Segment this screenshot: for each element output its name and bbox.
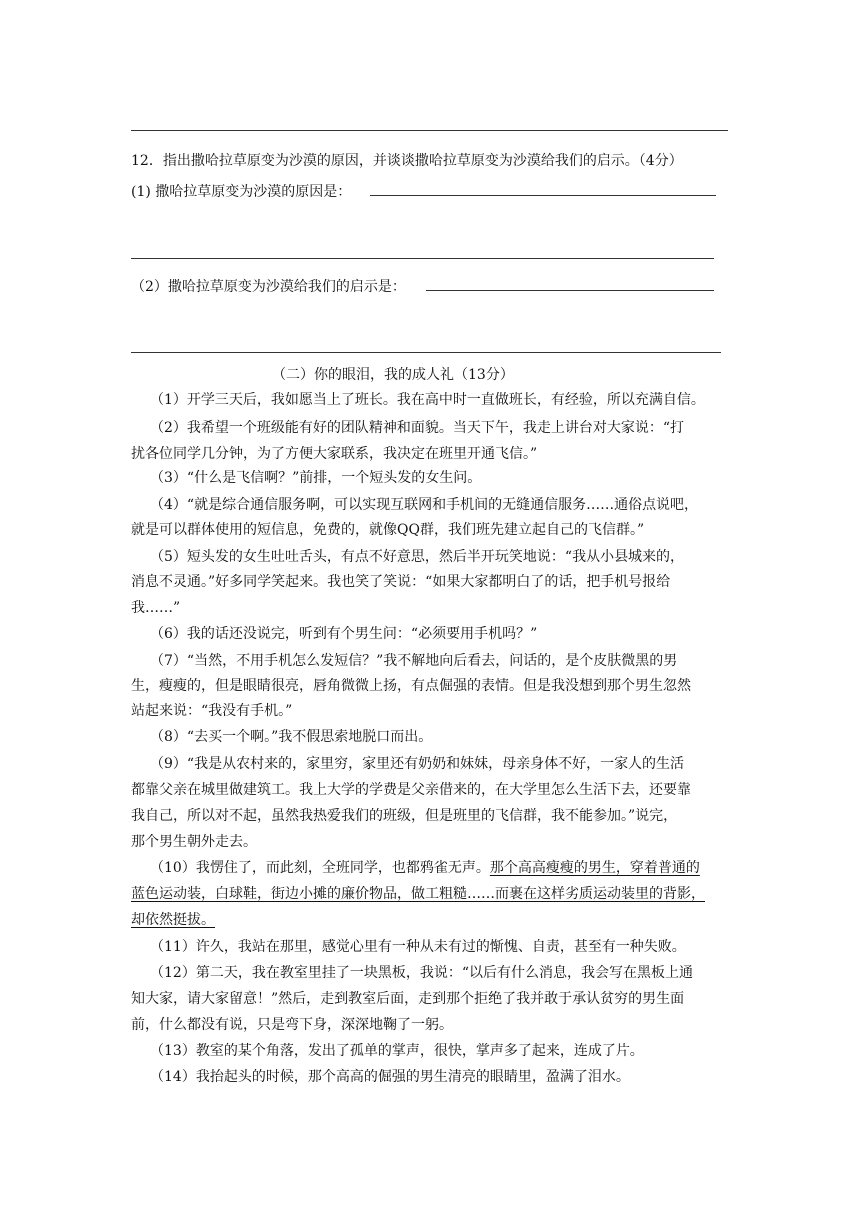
paragraph-line: 我自己，所以对不起，虽然我热爱我们的班级，但是班里的飞信群，我不能参加。”说完， <box>131 808 678 824</box>
paragraph-10-lead: （10）我愣住了，而此刻，全班同学，也都鸦雀无声。 <box>150 860 490 876</box>
paragraph-line: （7）“当然，不用手机怎么发短信？”我不解地向后看去，问话的，是个皮肤微黑的男 <box>150 653 678 669</box>
paragraph-line: 前，什么都没有说，只是弯下身，深深地鞠了一躬。 <box>131 1017 453 1033</box>
paragraph-line: （4）“就是综合通信服务啊，可以实现互联网和手机间的无缝通信服务……通俗点说吧， <box>150 497 699 513</box>
paragraph-line: （1）开学三天后，我如愿当上了班长。我在高中时一直做班长，有经验，所以充满自信。 <box>150 392 705 408</box>
paragraph-line: （8）“去买一个啊。”我不假思索地脱口而出。 <box>150 729 433 745</box>
paragraph-line: 就是可以群体使用的短信息，免费的，就像QQ群，我们班先建立起自己的飞信群。” <box>131 522 645 538</box>
paragraph-line: 站起来说：“我没有手机。” <box>131 703 293 719</box>
question-12-sub1-label: (1) 撒哈拉草原变为沙漠的原因是： <box>131 184 352 200</box>
paragraph-line: （6）我的话还没说完，听到有个男生问：“必须要用手机吗？” <box>150 626 538 642</box>
paragraph-line: （13）教室的某个角落，发出了孤单的掌声，很快，掌声多了起来，连成了片。 <box>150 1043 644 1059</box>
paragraph-line: 生，瘦瘦的，但是眼睛很亮，唇角微微上扬，有点倔强的表情。但是我没想到那个男生忽然 <box>131 678 691 694</box>
paragraph-line: （2）我希望一个班级能有好的团队精神和面貌。当天下午，我走上讲台对大家说：“打 <box>150 420 685 436</box>
paragraph-line: 都靠父亲在城里做建筑工。我上大学的学费是父亲借来的，在大学里怎么生活下去，还要靠 <box>131 782 691 798</box>
question-12-prompt: 12．指出撒哈拉草原变为沙漠的原因，并谈谈撒哈拉草原变为沙漠给我们的启示。（4分） <box>131 153 683 169</box>
paragraph-line: 消息不灵通。”好多同学笑起来。我也笑了笑说：“如果大家都明白了的话，把手机号报给 <box>131 574 671 590</box>
answer-line-sub1-full <box>131 258 714 259</box>
underlined-sentence-end: 却依然挺拔。 <box>131 912 215 928</box>
answer-line-sub2-full <box>131 352 721 353</box>
paragraph-line: （9）“我是从农村来的，家里穷，家里还有奶奶和妹妹，母亲身体不好，一家人的生活 <box>150 756 685 772</box>
paragraph-line: 我……” <box>131 600 181 616</box>
answer-line-top <box>131 130 728 131</box>
paragraph-line: （5）短头发的女生吐吐舌头，有点不好意思，然后半开玩笑地说：“我从小县城来的， <box>150 549 685 565</box>
paragraph-line: （11）许久，我站在那里，感觉心里有一种从未有过的惭愧、自责，甚至有一种失败。 <box>150 939 686 955</box>
paragraph-line: （12）第二天，我在教室里挂了一块黑板，我说：“以后有什么消息，我会写在黑板上通 <box>150 965 693 981</box>
underlined-sentence: 那个高高瘦瘦的男生，穿着普通的 <box>489 860 700 876</box>
paragraph-line: 扰各位同学几分钟，为了方便大家联系，我决定在班里开通飞信。” <box>131 446 538 462</box>
question-12-sub2-label: （2）撒哈拉草原变为沙漠给我们的启示是： <box>131 279 406 295</box>
paragraph-line: 知大家，请大家留意！”然后，走到教室后面，走到那个拒绝了我并敢于承认贫穷的男生面 <box>131 991 685 1007</box>
answer-line-sub2-inline <box>426 290 714 291</box>
passage-title: （二）你的眼泪，我的成人礼（13分） <box>272 367 514 383</box>
paragraph-line-10 <box>150 857 700 877</box>
paragraph-line: 那个男生朝外走去。 <box>131 834 257 850</box>
paragraph-line: （3）“什么是飞信啊？”前排，一个短头发的女生问。 <box>150 470 482 486</box>
underlined-sentence-cont: 蓝色运动装，白球鞋，街边小摊的廉价物品，做工粗糙……而裹在这样劣质运动装里的背影， <box>131 886 705 902</box>
paragraph-line: （14）我抬起头的时候，那个高高的倔强的男生清亮的眼睛里，盈满了泪水。 <box>150 1069 630 1085</box>
answer-line-sub1-inline <box>370 195 716 196</box>
